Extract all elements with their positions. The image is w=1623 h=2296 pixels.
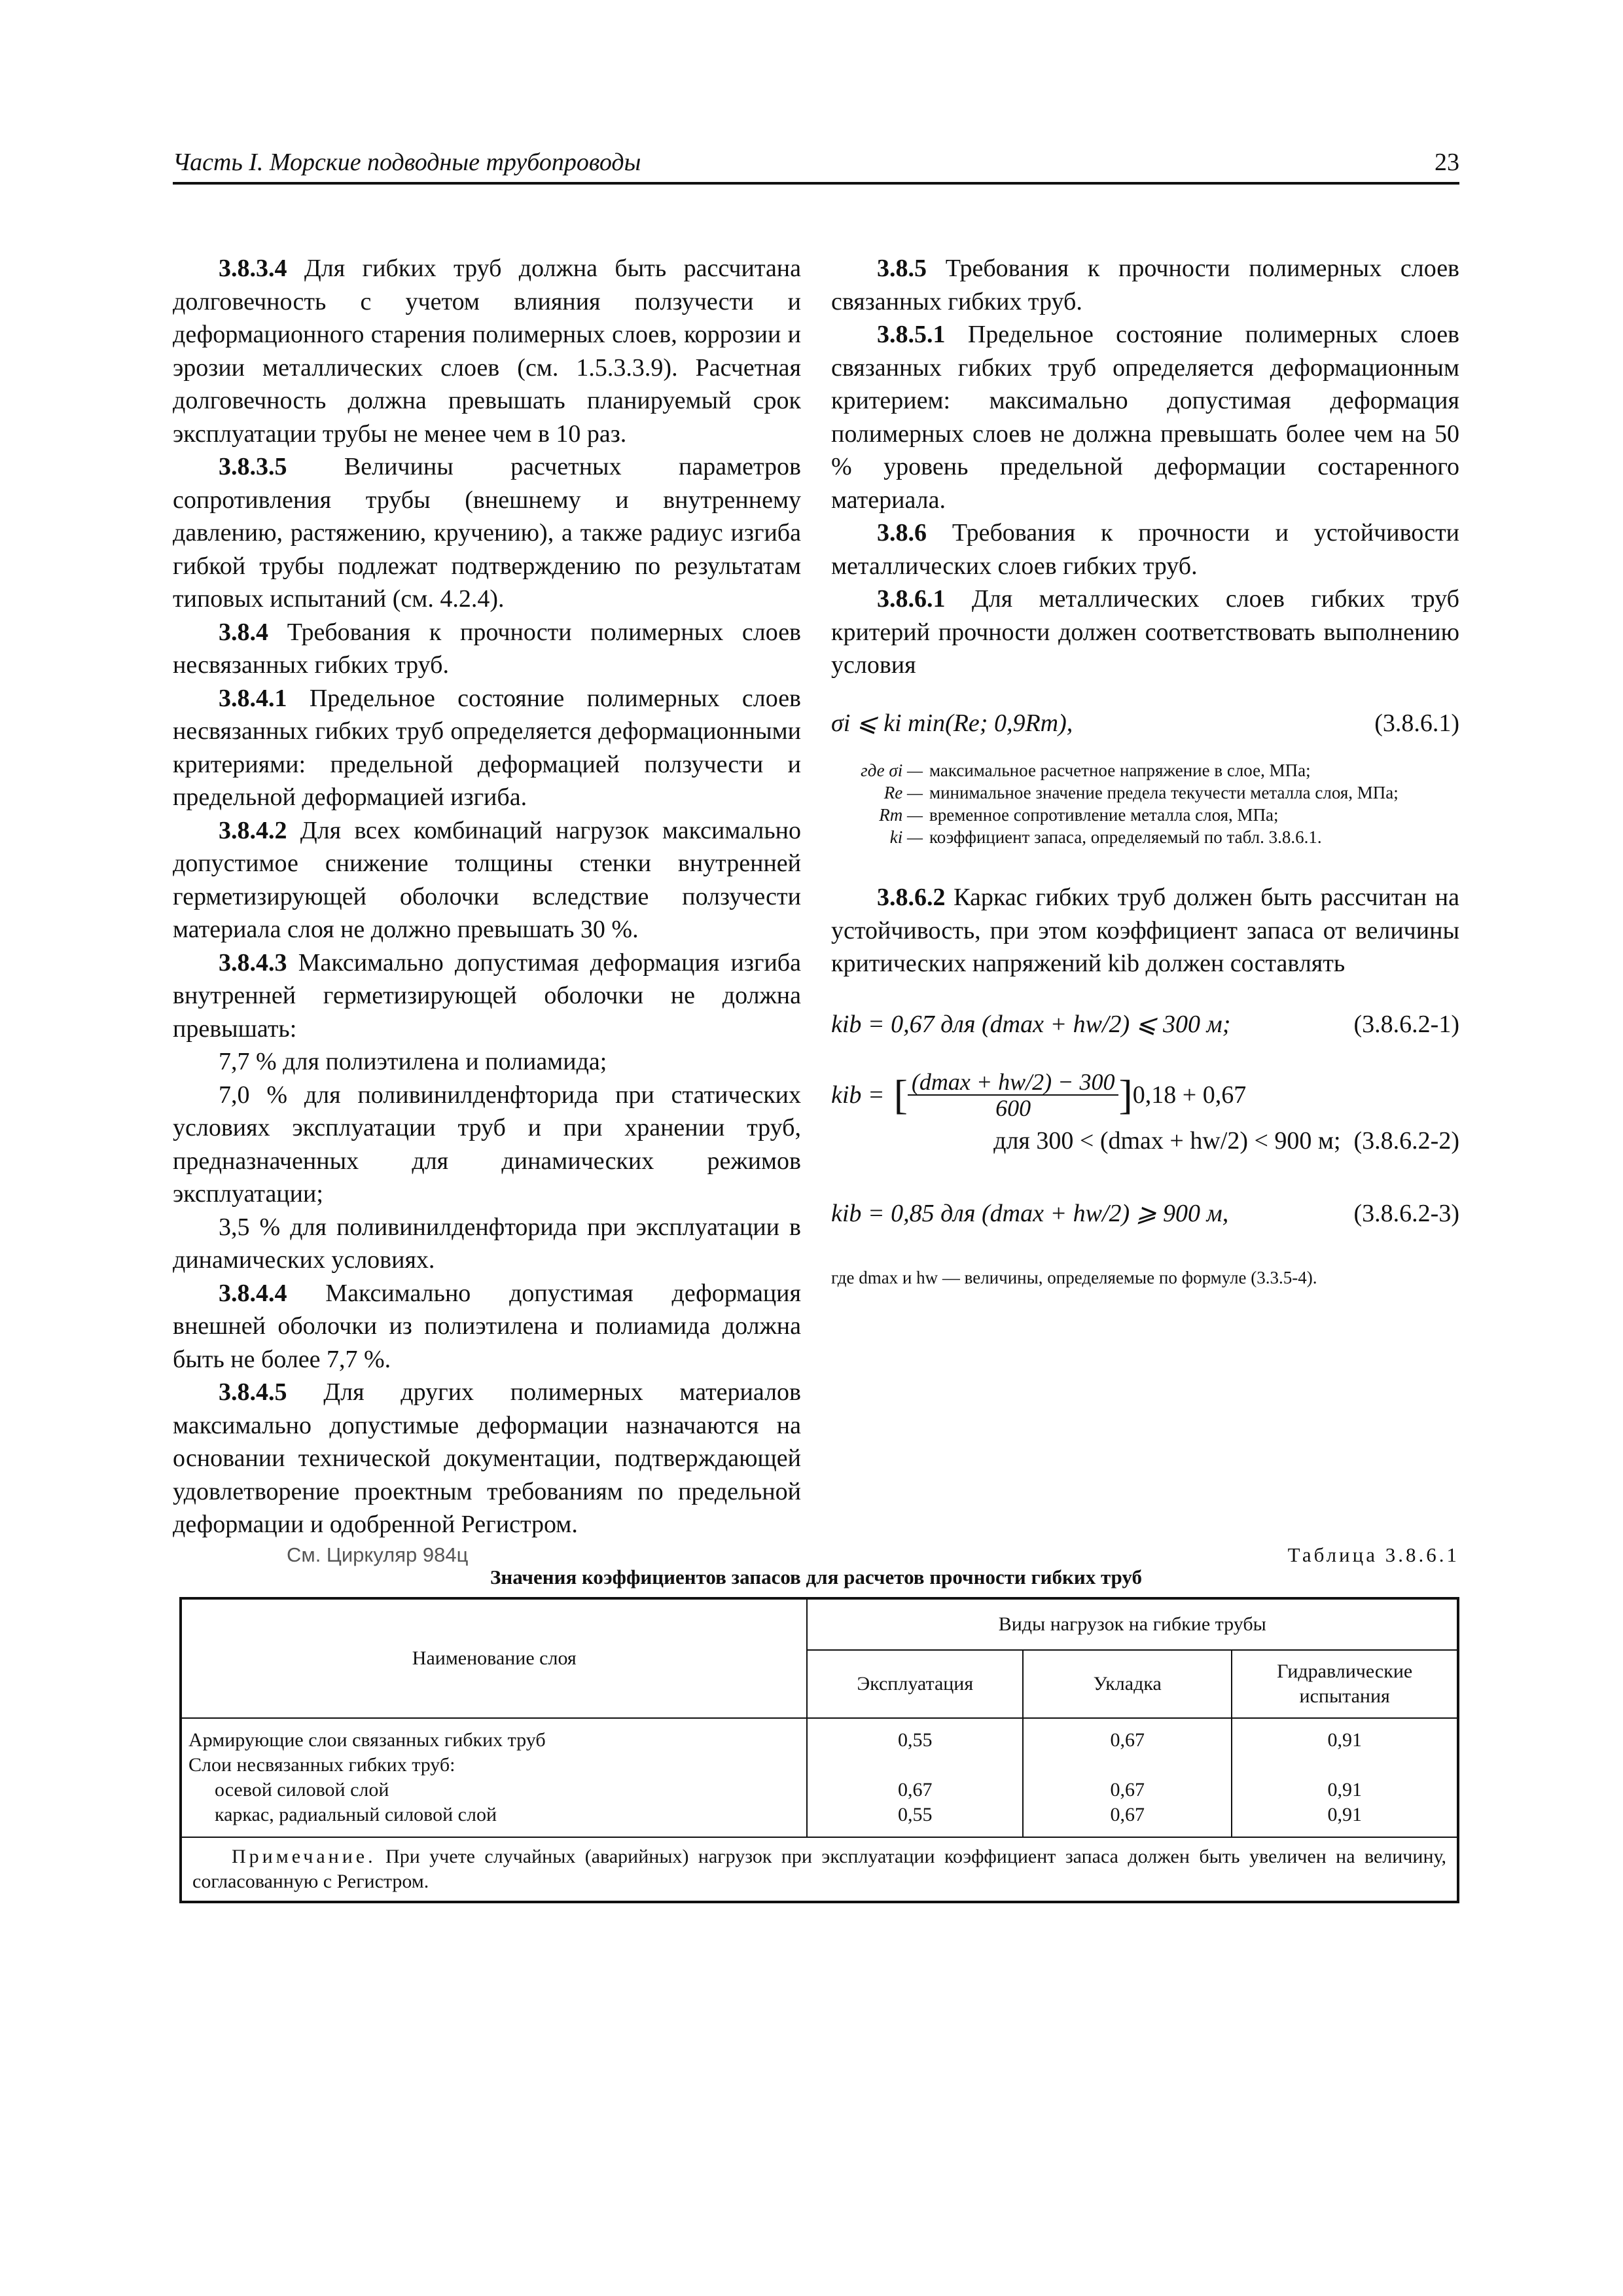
legend-row: Rm — временное сопротивление металла слоя, МПа; <box>879 805 1279 825</box>
formula-number: (3.8.6.2-1) <box>1353 1010 1459 1038</box>
table-title: Значения коэффициентов запасов для расчетов прочности гибких труб <box>490 1566 1142 1588</box>
header-load-types: Виды нагрузок на гибкие трубы <box>807 1598 1458 1650</box>
formula-3-8-6-1 <box>831 707 1459 740</box>
running-title: Часть I. Морские подводные трубопроводы <box>173 149 641 176</box>
table-row-label: каркас, радиальный силовой слой <box>215 1804 497 1825</box>
right-column <box>831 252 1459 1289</box>
safety-factor-table <box>179 1597 1459 1903</box>
formula-expression: kib = 0,85 для (dmax + hw/2) ⩾ 900 м, <box>831 1199 1229 1227</box>
page-number: 23 <box>1435 149 1459 176</box>
table-row-label: Армирующие слои связанных гибких труб <box>188 1729 546 1751</box>
table-note-row <box>181 1837 1458 1902</box>
formula-expression: σi ⩽ ki min(Re; 0,9Rm), <box>831 709 1073 737</box>
operation-values-cell: 0,55 0,67 0,55 <box>807 1718 1023 1837</box>
table-row-label: осевой силовой слой <box>215 1779 389 1801</box>
formula-condition: для 300 < (dmax + hw/2) < 900 м; <box>993 1127 1341 1155</box>
fraction-numerator: (dmax + hw/2) − 300 <box>908 1069 1119 1096</box>
paragraph-3-8-4-1: 3.8.4.1 Предельное состояние полимерных слоев несвязанных гибких труб определяется деформационными критериями: предельной деформацией ползучести и предельной деформацией изгиба. <box>173 684 801 811</box>
circular-reference: См. Циркуляр 984ц <box>287 1543 469 1566</box>
formula-3-8-6-2-2: kib = [ $\frac{(dmax + hw/2) - 300}{600}$ ] 0,18 + 0,67 для 300 < (dmax + hw/2) < 900 м; (3.8.6.2-2) <box>831 1069 1459 1158</box>
paragraph-3-8-4-4: 3.8.4.4 Максимально допустимая деформация внешней оболочки из полиэтилена и полиамида должна быть не более 7,7 %. <box>173 1279 801 1373</box>
list-item: 7,7 % для полиэтилена и полиамида; <box>219 1048 607 1075</box>
symbol-legend <box>831 759 1459 848</box>
legend-row: где σi — максимальное расчетное напряжение в слое, МПа; <box>861 761 1311 780</box>
left-column <box>173 252 801 1541</box>
table-row-label: Слои несвязанных гибких труб: <box>188 1754 455 1776</box>
header-laying: Укладка <box>1023 1650 1232 1718</box>
note-label: Примечание. <box>232 1846 376 1867</box>
formula-tail: 0,18 + 0,67 <box>1132 1081 1247 1109</box>
paragraph-3-8-4-3: 3.8.4.3 Максимально допустимая деформация изгиба внутренней герметизирующей оболочки не должна превышать: <box>173 948 801 1043</box>
paragraph-3-8-4-2: 3.8.4.2 Для всех комбинаций нагрузок максимально допустимое снижение толщины стенки внутренней герметизирующей оболочки вследствие ползучести материала слоя не должно превышать 30 %. <box>173 816 801 943</box>
header-hydro-tests: Гидравлические испытания <box>1232 1650 1458 1718</box>
paragraph-3-8-3-4: 3.8.3.4 Для гибких труб должна быть рассчитана долговечность с учетом влияния ползучести и деформационного старения полимерных слоев, коррозии и эрозии металлических слоев (см. 1.5.3.3.9). Расчетная долговечность должна превышать планируемый срок эксплуатации трубы не менее чем в 10 раз. <box>173 255 802 448</box>
paragraph-3-8-6-1: 3.8.6.1 Для металлических слоев гибких труб критерий прочности должен соответствовать выполнению условия <box>831 585 1460 679</box>
formula-legend: где dmax и hw — величины, определяемые по формуле (3.3.5-4). <box>831 1268 1317 1287</box>
formula-lhs: kib = <box>831 1081 885 1109</box>
table-note <box>181 1837 1458 1902</box>
legend-row: Re — минимальное значение предела текучести металла слоя, МПа; <box>883 783 1399 802</box>
section-heading-3-8-5: 3.8.5 Требования к прочности полимерных слоев связанных гибких труб. <box>831 255 1459 315</box>
layer-names-cell <box>181 1718 807 1837</box>
fraction-denominator: 600 <box>995 1095 1031 1121</box>
formula-expression: kib = 0,67 для (dmax + hw/2) ⩽ 300 м; <box>831 1010 1231 1038</box>
paragraph-3-8-6-2: 3.8.6.2 Каркас гибких труб должен быть рассчитан на устойчивость, при этом коэффициент запаса от величины критических напряжений kib должен составлять <box>831 884 1460 977</box>
formula-3-8-6-2-3 <box>831 1197 1459 1230</box>
laying-values-cell: 0,67 0,67 0,67 <box>1023 1718 1232 1837</box>
section-heading-3-8-4: 3.8.4 Требования к прочности полимерных слоев несвязанных гибких труб. <box>173 618 801 679</box>
header-operation: Эксплуатация <box>807 1650 1023 1718</box>
table-caption: Таблица 3.8.6.1 <box>1287 1543 1459 1566</box>
table-body-row <box>181 1718 1458 1837</box>
legend-row: ki — коэффициент запаса, определяемый по табл. 3.8.6.1. <box>889 827 1322 847</box>
note-text: При учете случайных (аварийных) нагрузок при эксплуатации коэффициент запаса должен быть увеличен на величину, согласованную с Регистром. <box>192 1846 1446 1892</box>
section-heading-3-8-6: 3.8.6 Требования к прочности и устойчивости металлических слоев гибких труб. <box>831 519 1460 580</box>
page-header <box>173 144 1459 185</box>
formula-number: (3.8.6.2-3) <box>1353 1199 1459 1227</box>
header-layer: Наименование слоя <box>181 1598 807 1718</box>
list-item: 3,5 % для поливинилденфторида при эксплуатации в динамических условиях. <box>173 1213 801 1274</box>
table-header-row <box>181 1598 1458 1650</box>
paragraph-3-8-3-5: 3.8.3.5 Величины расчетных параметров сопротивления трубы (внешнему и внутреннему давлению, растяжению, кручению), а также радиус изгиба гибкой трубы подлежат подтверждению по результатам типовых испытаний (см. 4.2.4). <box>173 453 801 613</box>
paragraph-3-8-4-5: 3.8.4.5 Для других полимерных материалов максимально допустимые деформации назначаются на основании технической документации, подтверждающей удовлетворение проектным требованиям по предельной деформации и одобренной Регистром. <box>173 1378 801 1538</box>
formula-3-8-6-2-1 <box>831 1008 1459 1041</box>
list-item: 7,0 % для поливинилденфторида при статических условиях эксплуатации труб и при хранении труб, предназначенных для динамических режимов эксплуатации; <box>173 1081 801 1208</box>
formula-number: (3.8.6.2-2) <box>1353 1127 1459 1155</box>
formula-fraction <box>908 1069 1119 1121</box>
formula-number: (3.8.6.1) <box>1374 709 1459 737</box>
paragraph-3-8-5-1: 3.8.5.1 Предельное состояние полимерных слоев связанных гибких труб определяется деформационным критерием: максимально допустимая деформация полимерных слоев не должна превышать более чем на 50 % уровень предельной деформации состаренного материала. <box>831 321 1459 514</box>
hydro-values-cell: 0,91 0,91 0,91 <box>1232 1718 1458 1837</box>
